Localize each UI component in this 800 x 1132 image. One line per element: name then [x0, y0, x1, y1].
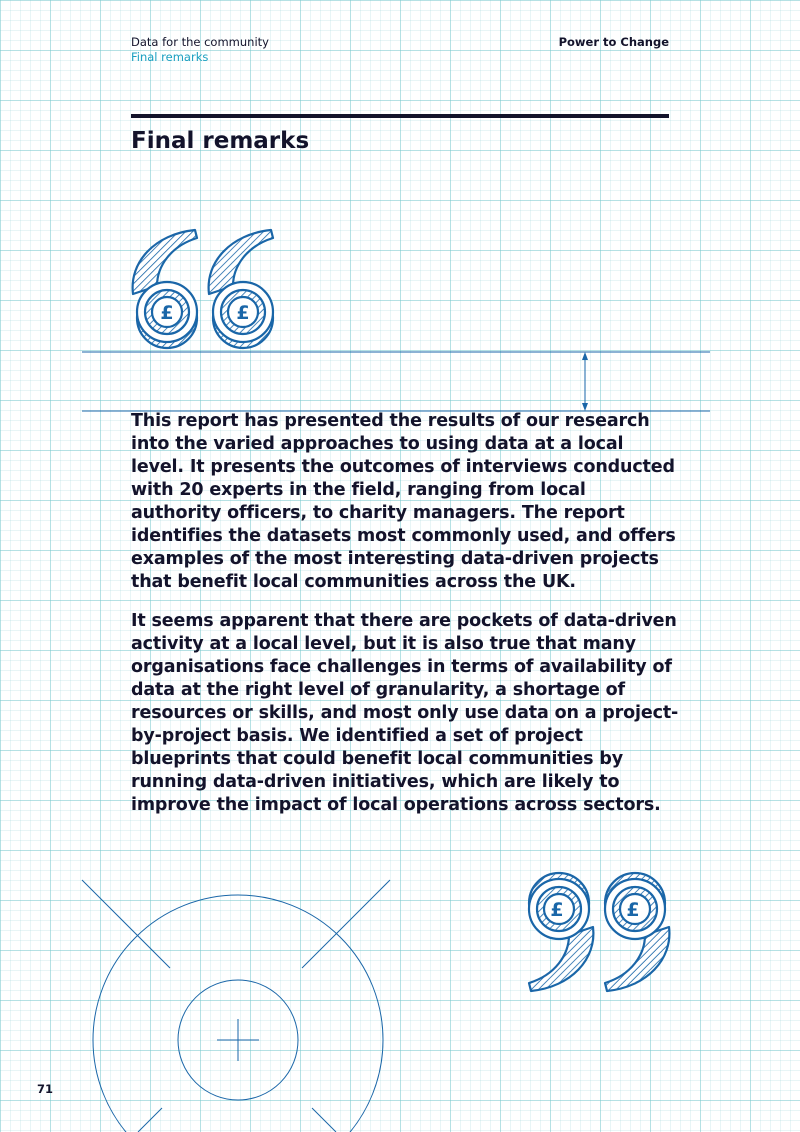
pound-sign: £ [236, 302, 250, 324]
open-quote-right [209, 230, 273, 348]
pound-sign: £ [626, 899, 640, 921]
paragraph-2: It seems apparent that there are pockets of data-driven activity at a local level, but it is also true that many organisations face challenges in terms of availability of data at the right level of granularity, a shortage of resources or skills, and most only use data on a project-by-project basis. We identified a set of project blueprints that could benefit local communities by running data-driven initiatives, which are likely to improve the impact of local operations across sectors. [131, 611, 679, 815]
running-section: Final remarks [131, 50, 209, 64]
pound-sign: £ [160, 302, 174, 324]
body-text [131, 410, 679, 833]
pound-coin-close-quote-icon [519, 865, 675, 995]
diagonal-bottom-right [312, 1108, 336, 1132]
page-title: Final remarks [131, 128, 310, 154]
pound-coin-open-quote-icon [127, 226, 283, 356]
running-title: Data for the community [131, 35, 269, 49]
open-quote-left [133, 230, 197, 348]
pound-sign: £ [550, 899, 564, 921]
dimension-arrow-up [582, 352, 588, 360]
diagonal-top-right [302, 880, 390, 968]
close-quote-left [605, 873, 669, 991]
target-inner-circle [178, 980, 298, 1100]
close-quote-right [529, 873, 593, 991]
paragraph-1: This report has presented the results of our research into the varied approaches to using data at a local level. It presents the outcomes of interviews conducted with 20 experts in the field, ranging from local authority officers, to charity managers. The report identifies the datasets most commonly used, and offers examples of the most interesting data-driven projects that benefit local communities across the UK. [131, 411, 676, 592]
title-rule [131, 114, 669, 118]
page-number: 71 [37, 1082, 54, 1096]
target-outer-circle [93, 895, 383, 1132]
brand-name: Power to Change [558, 35, 669, 49]
diagonal-bottom-left [138, 1108, 162, 1132]
diagonal-top-left [82, 880, 170, 968]
